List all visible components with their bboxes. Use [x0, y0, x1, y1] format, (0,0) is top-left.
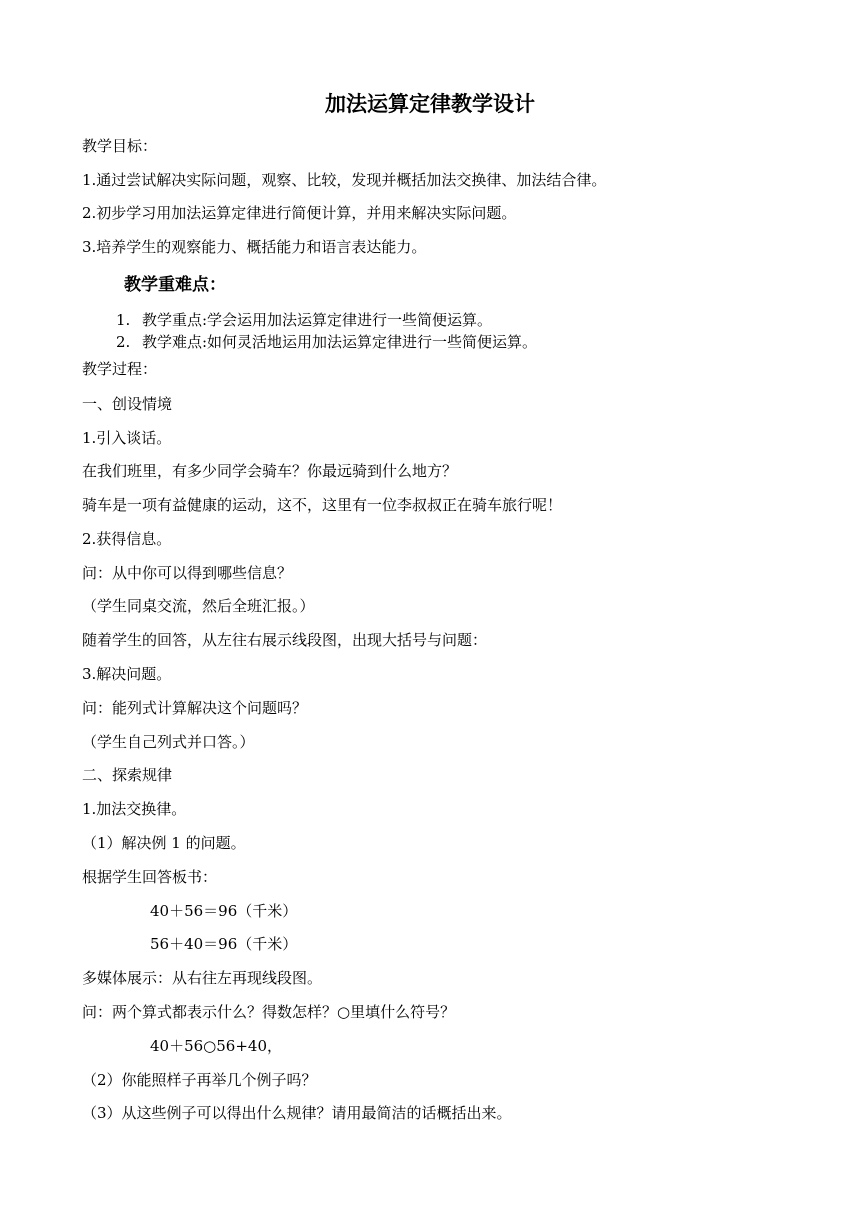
key-points-heading: 教学重难点：	[124, 275, 226, 295]
objective-item: 3.培养学生的观察能力、概括能力和语言表达能力。	[82, 238, 427, 256]
process-line: 问：两个算式都表示什么？得数怎样？○里填什么符号？	[82, 1003, 456, 1021]
process-line: （2）你能照样子再举几个例子吗？	[82, 1071, 317, 1089]
process-line: 随着学生的回答，从左往右展示线段图，出现大括号与问题：	[82, 631, 488, 649]
process-line: 问：能列式计算解决这个问题吗？	[82, 699, 308, 717]
key-point-item	[116, 332, 537, 352]
key-point-text: 教学难点:如何灵活地运用加法运算定律进行一些简便运算。	[142, 333, 538, 351]
process-line: （学生同桌交流，然后全班汇报。）	[82, 597, 315, 615]
key-point-number: 2.	[116, 333, 131, 351]
section-heading: 一、创设情境	[82, 395, 173, 413]
key-point-item	[116, 310, 492, 330]
process-heading: 教学过程：	[82, 360, 158, 378]
key-point-text: 教学重点:学会运用加法运算定律进行一些简便运算。	[142, 311, 493, 329]
objective-item: 1.通过尝试解决实际问题，观察、比较，发现并概括加法交换律、加法结合律。	[82, 171, 607, 189]
equation: 40＋56＝96（千米）	[150, 902, 298, 920]
document-title: 加法运算定律教学设计	[325, 91, 535, 116]
objective-item: 2.初步学习用加法运算定律进行简便计算，并用来解决实际问题。	[82, 204, 517, 222]
process-line: 1.加法交换律。	[82, 800, 187, 818]
process-line: 骑车是一项有益健康的运动，这不，这里有一位李叔叔正在骑车旅行呢！	[82, 496, 563, 514]
section-heading: 二、探索规律	[82, 766, 173, 784]
process-line: 3.解决问题。	[82, 665, 172, 683]
equation: 40＋56○56+40，	[150, 1037, 283, 1055]
equation: 56＋40＝96（千米）	[150, 935, 298, 953]
process-line: 多媒体展示：从右往左再现线段图。	[82, 969, 323, 987]
process-line: （1）解决例 1 的问题。	[82, 834, 246, 852]
process-line: 问：从中你可以得到哪些信息？	[82, 564, 293, 582]
process-line: （学生自己列式并口答。）	[82, 733, 255, 751]
objectives-heading: 教学目标：	[82, 137, 158, 155]
process-line: 在我们班里，有多少同学会骑车？你最远骑到什么地方？	[82, 462, 458, 480]
process-line: 2.获得信息。	[82, 530, 172, 548]
process-line: 根据学生回答板书：	[82, 868, 218, 886]
process-line: 1.引入谈话。	[82, 429, 172, 447]
process-line: （3）从这些例子可以得出什么规律？请用最简洁的话概括出来。	[82, 1104, 512, 1122]
key-point-number: 1.	[116, 311, 131, 329]
